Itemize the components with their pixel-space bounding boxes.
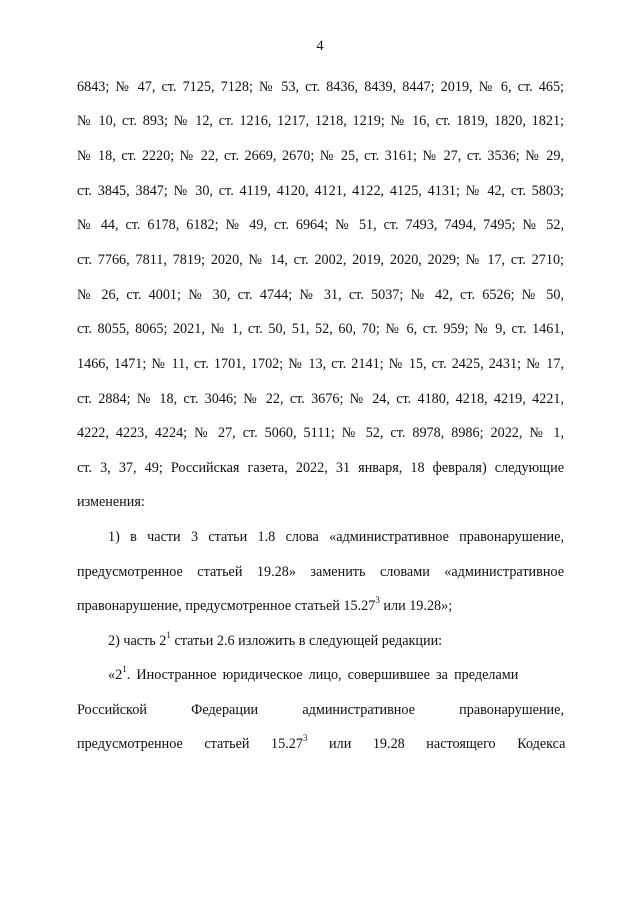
page-number: 4 xyxy=(316,38,324,54)
text-line: № 18, ст. 2220; № 22, ст. 2669, 2670; № 25, ст. 3161; № 27, ст. 3536; № 29, xyxy=(77,148,564,164)
text-line: ст. 8055, 8065; 2021, № 1, ст. 50, 51, 52, 60, 70; № 6, ст. 959; № 9, ст. 1461, xyxy=(77,321,564,337)
text-line: 6843; № 47, ст. 7125, 7128; № 53, ст. 8436, 8439, 8447; 2019, № 6, ст. 465; xyxy=(77,79,564,95)
text-line xyxy=(108,632,564,650)
text-line: 1466, 1471; № 11, ст. 1701, 1702; № 13, ст. 2141; № 15, ст. 2425, 2431; № 17, xyxy=(77,356,564,372)
text-line: № 26, ст. 4001; № 30, ст. 4744; № 31, ст. 5037; № 42, ст. 6526; № 50, xyxy=(77,287,564,303)
text-line xyxy=(108,666,564,684)
text-run: 2) часть 2 xyxy=(108,633,167,649)
text-line xyxy=(77,735,564,753)
text-run: статьи 2.6 изложить в следующей редакции: xyxy=(170,633,443,649)
text-line: ст. 7766, 7811, 7819; 2020, № 14, ст. 2002, 2019, 2020, 2029; № 17, ст. 2710; xyxy=(77,252,564,268)
superscript: 3 xyxy=(375,595,380,606)
text-run: или 19.28 настоящего Кодекса xyxy=(307,736,566,752)
text-line: Российской Федерации административное правонарушение, xyxy=(77,702,564,718)
superscript: 3 xyxy=(302,733,308,744)
text-run: . Иностранное юридическое лицо, совершившее за пределами xyxy=(126,667,519,683)
text-line: предусмотренное статьей 19.28» заменить словами «административное xyxy=(77,564,564,580)
superscript: 1 xyxy=(122,664,127,675)
text-line: 4222, 4223, 4224; № 27, ст. 5060, 5111; № 52, ст. 8978, 8986; 2022, № 1, xyxy=(77,425,564,441)
text-line xyxy=(77,597,564,615)
text-line: изменения: xyxy=(77,494,145,510)
text-run: правонарушение, предусмотренное статьей 15.27 xyxy=(77,598,376,614)
text-run: или 19.28»; xyxy=(379,598,453,614)
text-run: «2 xyxy=(108,667,123,683)
text-line: ст. 3, 37, 49; Российская газета, 2022, 31 января, 18 февраля) следующие xyxy=(77,460,564,476)
superscript: 1 xyxy=(166,630,171,641)
text-line: № 10, ст. 893; № 12, ст. 1216, 1217, 1218, 1219; № 16, ст. 1819, 1820, 1821; xyxy=(77,113,564,129)
text-line: ст. 3845, 3847; № 30, ст. 4119, 4120, 4121, 4122, 4125, 4131; № 42, ст. 5803; xyxy=(77,183,564,199)
text-line: 1) в части 3 статьи 1.8 слова «административное правонарушение, xyxy=(108,529,564,545)
text-line: № 44, ст. 6178, 6182; № 49, ст. 6964; № 51, ст. 7493, 7494, 7495; № 52, xyxy=(77,217,564,233)
text-run: предусмотренное статьей 15.27 xyxy=(77,736,303,752)
text-line: ст. 2884; № 18, ст. 3046; № 22, ст. 3676; № 24, ст. 4180, 4218, 4219, 4221, xyxy=(77,391,564,407)
